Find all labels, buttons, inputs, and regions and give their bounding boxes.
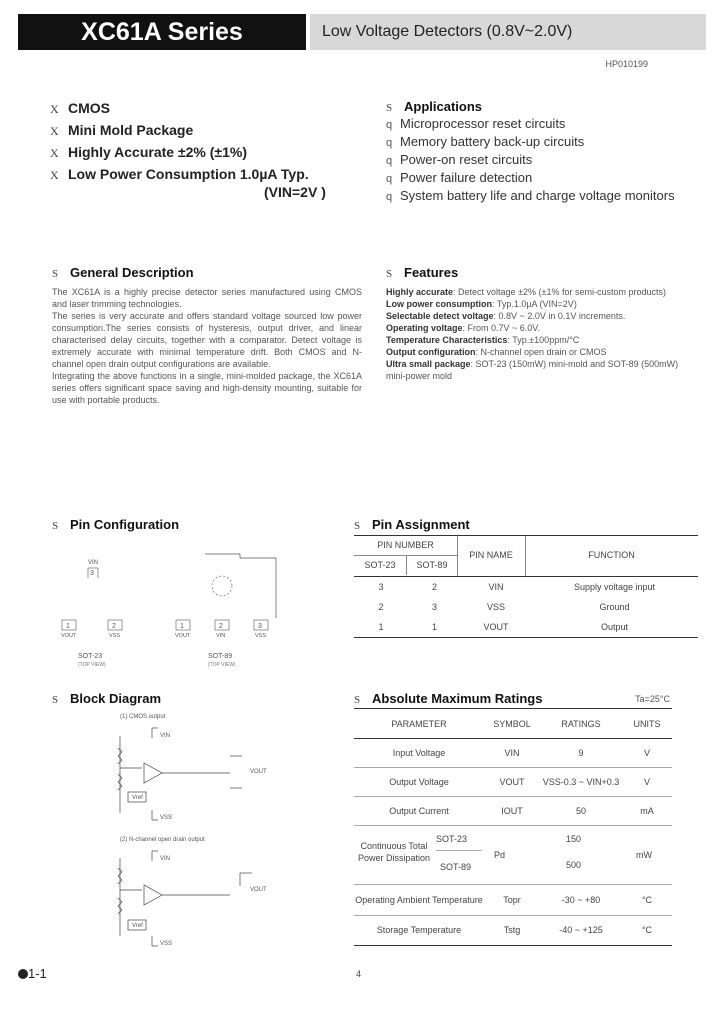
pin-label: VOUT <box>61 633 77 639</box>
pin-label: VIN <box>88 560 99 566</box>
table-row: Input Voltage VIN 9 V <box>354 739 672 768</box>
package-label: SOT-89 <box>208 653 233 660</box>
pin-assign-table: PIN NUMBER SOT-23 SOT-89 PIN NAME FUNCTION 3 2 VIN Supply voltage input 2 3 VSS Ground 1 1 VOUT Output <box>354 535 698 638</box>
pin-label: VSS <box>109 633 121 639</box>
pin-config-heading: S Pin Configuration <box>52 517 180 532</box>
section-dot-icon <box>18 969 28 979</box>
footer-section: 1-1 <box>28 966 47 981</box>
application-item: Microprocessor reset circuits <box>400 116 566 131</box>
package-label: SOT-23 <box>78 653 103 660</box>
feature-row: Selectable detect voltage: 0.8V ~ 2.0V in 0.1V increments. <box>386 311 626 321</box>
table-row: 1 1 VOUT Output <box>378 621 629 632</box>
svg-text:VSS: VSS <box>160 941 173 947</box>
feature-row: Low power consumption: Typ.1.0µA (VIN=2V) <box>386 299 577 309</box>
package-view: (TOP VIEW) <box>208 662 236 668</box>
general-description-text: The XC61A is a highly precise detector series manufactured using CMOS and laser trimming technologies. The series is very accurate and offers standard voltage sourced low power consumption.The series consists of hysteresis, output driver, and linear characterised delay circuits, together with a comparator. Detect voltage is extremely accurate with minimal temperature drift. Both CMOS and N-channel open drain output configurations are available. Integrating the above functions in a single, mini-molded package, the XC61A series offers significant space saving and high-density mounting, suitable for use with portable products. <box>52 287 362 405</box>
pin-number: 2 <box>219 623 223 630</box>
page-number: 4 <box>356 969 362 979</box>
package-view: (TOP VIEW) <box>78 662 106 668</box>
table-row: Output Current IOUT 50 mA <box>354 797 672 826</box>
table-row: Storage Temperature Tstg -40 ~ +125 °C <box>376 925 653 935</box>
bullet-icon: X <box>50 168 59 182</box>
feature-row: Highly accurate: Detect voltage ±2% (±1% for semi-custom products) <box>386 287 666 297</box>
table-row: 3 2 VIN Supply voltage input <box>378 582 656 592</box>
svg-text:VIN: VIN <box>160 856 171 862</box>
application-item: Memory battery back-up circuits <box>400 134 585 149</box>
ta-condition: Ta=25°C <box>635 694 670 704</box>
features-heading: S Features <box>386 265 459 280</box>
feature-item: Highly Accurate ±2% (±1%) <box>68 144 248 160</box>
feature-item: CMOS <box>68 100 110 116</box>
table-row: Output Voltage VOUT VSS-0.3 ~ VIN+0.3 V <box>354 768 672 797</box>
pin-number: 3 <box>258 623 262 630</box>
table-row: Operating Ambient Temperature Topr -30 ~ +80 °C <box>354 885 672 915</box>
features-list <box>386 286 691 382</box>
feature-item: Low Power Consumption 1.0µA Typ. <box>68 166 309 182</box>
feature-row: Ultra small package: SOT-23 (150mW) mini-mold and SOT-89 (500mW) mini-power mold <box>386 359 679 381</box>
pin-assign-heading: S Pin Assignment <box>354 517 470 532</box>
bullet-icon: X <box>50 146 59 160</box>
application-item: Power failure detection <box>400 170 533 185</box>
pin-number: 1 <box>180 623 184 630</box>
table-row: 2 3 VSS Ground <box>378 602 630 612</box>
section-bullet: S <box>386 102 393 114</box>
abs-max-table <box>354 708 672 946</box>
feature-row: Temperature Characteristics: Typ.±100ppm/°C <box>386 335 580 345</box>
pin-number: 1 <box>66 623 70 630</box>
feature-row: Operating voltage: From 0.7V ~ 6.0V. <box>386 323 540 333</box>
general-description-heading: S General Description <box>52 265 194 280</box>
feature-row: Output configuration: N-channel open drain or CMOS <box>386 347 607 357</box>
pin-label: VSS <box>255 633 267 639</box>
pin-config-diagram <box>50 540 300 670</box>
block-diagram <box>110 708 280 948</box>
bullet-icon: X <box>50 124 59 138</box>
svg-text:VOUT: VOUT <box>250 887 267 893</box>
table-header: PARAMETER SYMBOL RATINGS UNITS <box>354 709 672 739</box>
pin-number: 3 <box>90 570 94 577</box>
block-diagram-heading: S Block Diagram <box>52 691 162 706</box>
abs-max-heading: S Absolute Maximum Ratings <box>354 691 543 706</box>
diagram-label: (2) N-channel open drain output <box>120 837 205 843</box>
applications-title: Applications <box>404 99 483 114</box>
application-item: Power-on reset circuits <box>400 152 533 167</box>
header-subtitle: Low Voltage Detectors (0.8V~2.0V) <box>310 14 706 50</box>
pin-number: 2 <box>112 623 116 630</box>
application-item: System battery life and charge voltage monitors <box>400 188 675 203</box>
features-note: (VIN=2V ) <box>264 184 326 200</box>
pin-label: VOUT <box>175 633 191 639</box>
svg-text:Vref: Vref <box>132 923 143 929</box>
svg-text:VOUT: VOUT <box>250 769 267 775</box>
feature-item: Mini Mold Package <box>68 122 194 138</box>
diagram-label: (1) CMOS output <box>120 714 166 720</box>
series-title: XC61A Series <box>18 14 306 50</box>
svg-text:VIN: VIN <box>160 733 171 739</box>
doc-code: HP010199 <box>605 59 648 69</box>
key-features <box>50 100 326 200</box>
bullet-icon: X <box>50 102 59 116</box>
applications: S Applications q Microprocessor reset circuits q Memory battery back-up circuits q Power-on reset circuits q Power failure detection q System battery life and charge voltage monitors <box>386 99 675 203</box>
svg-text:VSS: VSS <box>160 815 173 821</box>
table-row: Continuous Total Power Dissipation SOT-23 SOT-89 Pd 150 500 mW <box>354 826 672 885</box>
svg-text:Vref: Vref <box>132 795 143 801</box>
pin-label: VIN <box>216 633 226 639</box>
